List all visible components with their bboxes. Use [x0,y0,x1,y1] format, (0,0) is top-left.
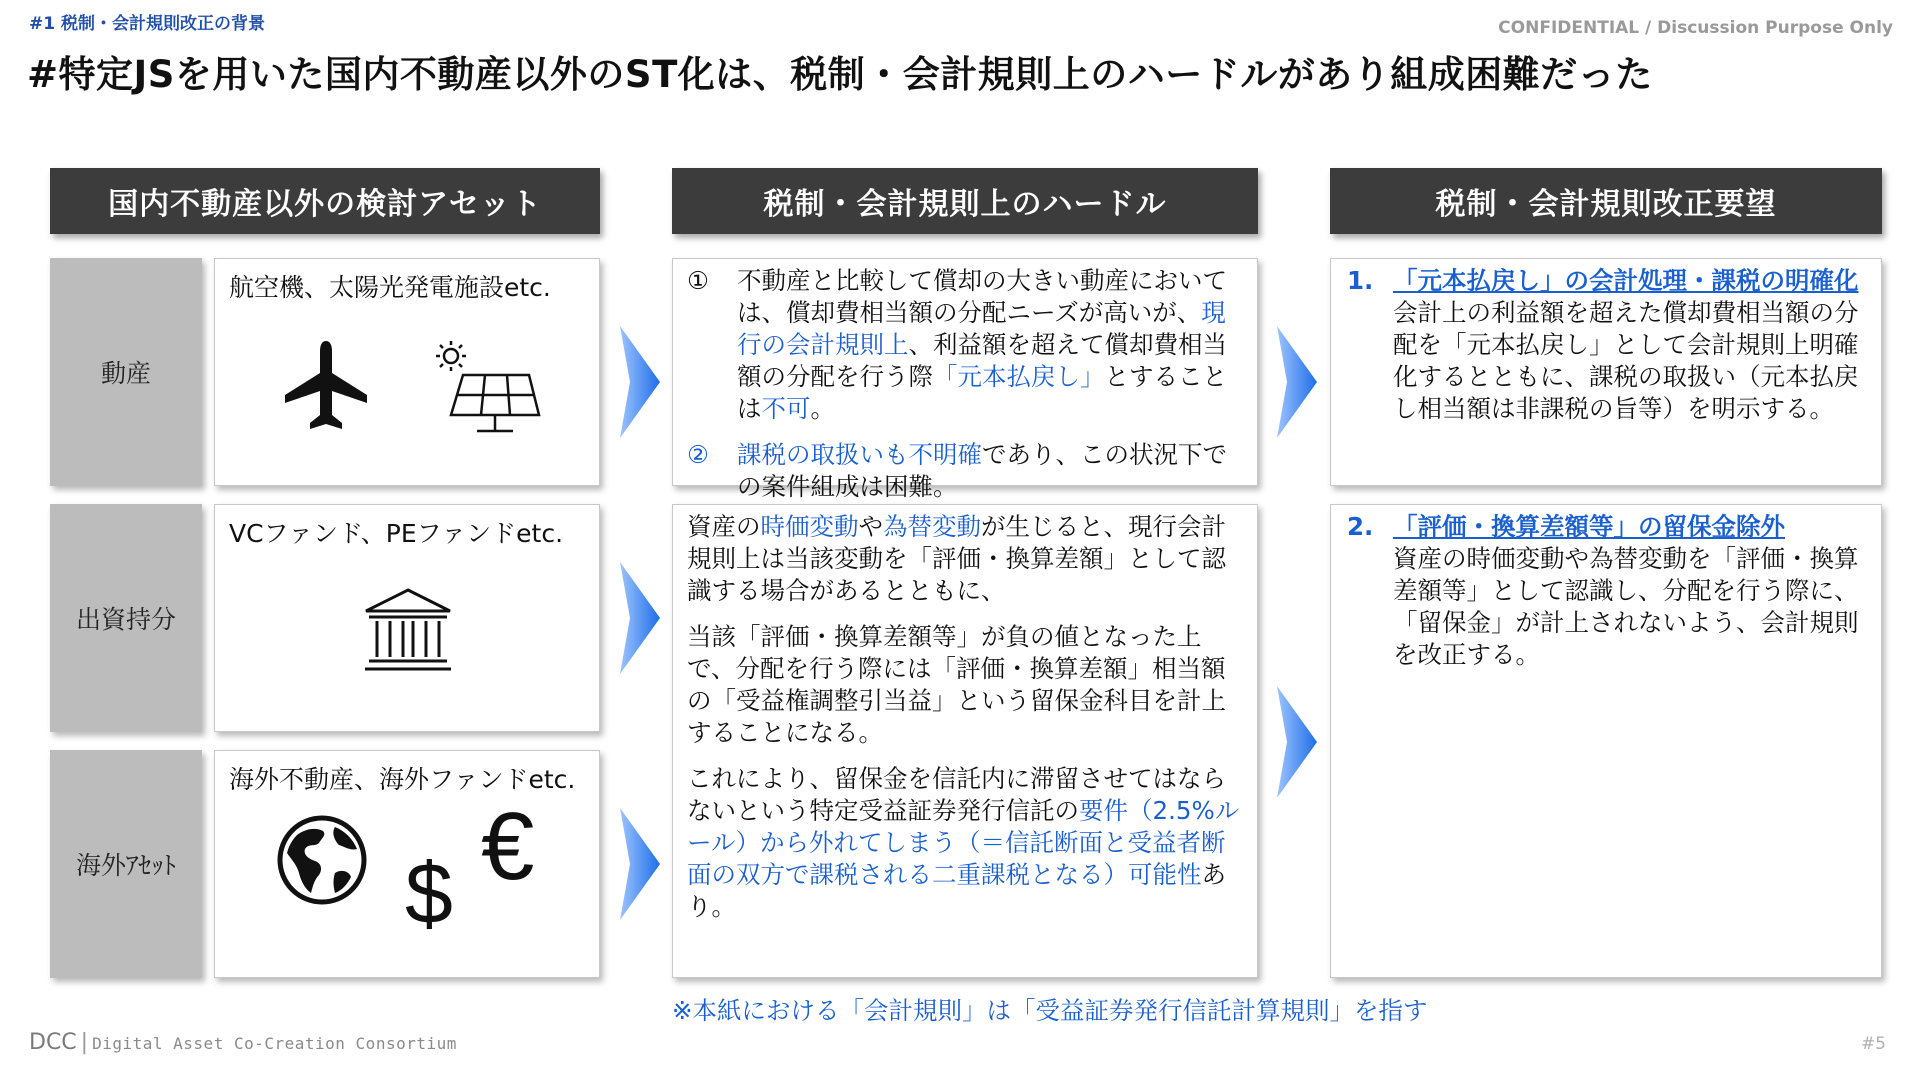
asset-label-equity: 出資持分 [50,504,202,732]
asset-label-movable: 動産 [50,258,202,486]
footnote: ※本紙における「会計規則」は「受益証券発行信託計算規則」を指す [672,996,1428,1025]
request-box-2 [1330,504,1882,978]
hurdle-box-1 [672,258,1258,501]
dollar-icon: $ [405,846,453,942]
solar-panel-icon [433,339,543,439]
asset-title-overseas: 海外不動産、海外ファンドetc. [229,765,576,794]
hurdle-box-2 [672,504,1258,978]
page-number: #5 [1860,1034,1886,1054]
asset-title-movable: 航空機、太陽光発電施設etc. [229,273,551,302]
request-title-2: 2. 「評価・換算差額等」の留保金除外 [1347,512,1785,541]
request-box-1 [1330,258,1882,486]
assets-column-header: 国内不動産以外の検討アセット [50,168,600,234]
breadcrumb: #1 税制・会計規則改正の背景 [29,14,265,34]
requests-column-header: 税制・会計規則改正要望 [1330,168,1882,234]
arrow-right-icon [620,808,660,920]
hurdle-item-2: ② 課税の取扱いも不明確であり、この状況下での案件組成は困難。 [687,440,1227,501]
confidential-label: CONFIDENTIAL / Discussion Purpose Only [1498,18,1893,38]
asset-label-overseas: 海外ｱｾｯﾄ [50,750,202,978]
request-body-2: 資産の時価変動や為替変動を「評価・換算差額等」として認識し、分配を行う際に、「留保金」が計上されないよう、会計規則を改正する。 [1393,544,1859,669]
hurdle-paragraph-2: 当該「評価・換算差額等」が負の値となった上で、分配を行う際には「評価・換算差額」相当額の「受益権調整引当益」という留保金科目を計上することになる。 [687,622,1226,747]
asset-box-equity [214,504,600,732]
asset-box-movable [214,258,600,486]
arrow-right-icon [620,326,660,438]
arrow-right-icon [1277,686,1317,798]
request-body-1: 会計上の利益額を超えた償却費相当額の分配を「元本払戻し」として会計規則上明確化するとともに、課税の取扱い（元本払戻し相当額は非課税の旨等）を明示する。 [1393,298,1859,423]
euro-icon: € [481,793,535,900]
hurdle-item-1: ① 不動産と比較して償却の大きい動産においては、償却費相当額の分配ニーズが高いが、現行の会計規則上、利益額を超えて償却費相当額の分配を行う際「元本払戻し」とすることは不可。 [687,266,1227,423]
page-title: #特定JSを用いた国内不動産以外のST化は、税制・会計規則上のハードルがあり組成困難だった [27,53,1653,96]
bank-building-icon [363,587,453,675]
request-title-1: 1. 「元本払戻し」の会計処理・課税の明確化 [1347,266,1859,295]
footer-logo: DCC | Digital Asset Co-Creation Consortium [29,1030,457,1055]
asset-title-equity: VCファンド、PEファンドetc. [229,519,564,548]
hurdle-paragraph-3: これにより、留保金を信託内に滞留させてはならないという特定受益証券発行信託の要件（2.5%ルール）から外れてしまう（＝信託断面と受益者断面の双方で課税される二重課税となる）可能性あり。 [687,764,1240,921]
hurdle-paragraph-1: 資産の時価変動や為替変動が生じると、現行会計規則上は当該変動を「評価・換算差額」として認識する場合があるとともに、 [687,512,1226,605]
arrow-right-icon [1277,326,1317,438]
airplane-icon [283,339,369,433]
asset-box-overseas [214,750,600,978]
globe-icon [275,813,369,907]
hurdles-column-header: 税制・会計規則上のハードル [672,168,1258,234]
arrow-right-icon [620,562,660,674]
